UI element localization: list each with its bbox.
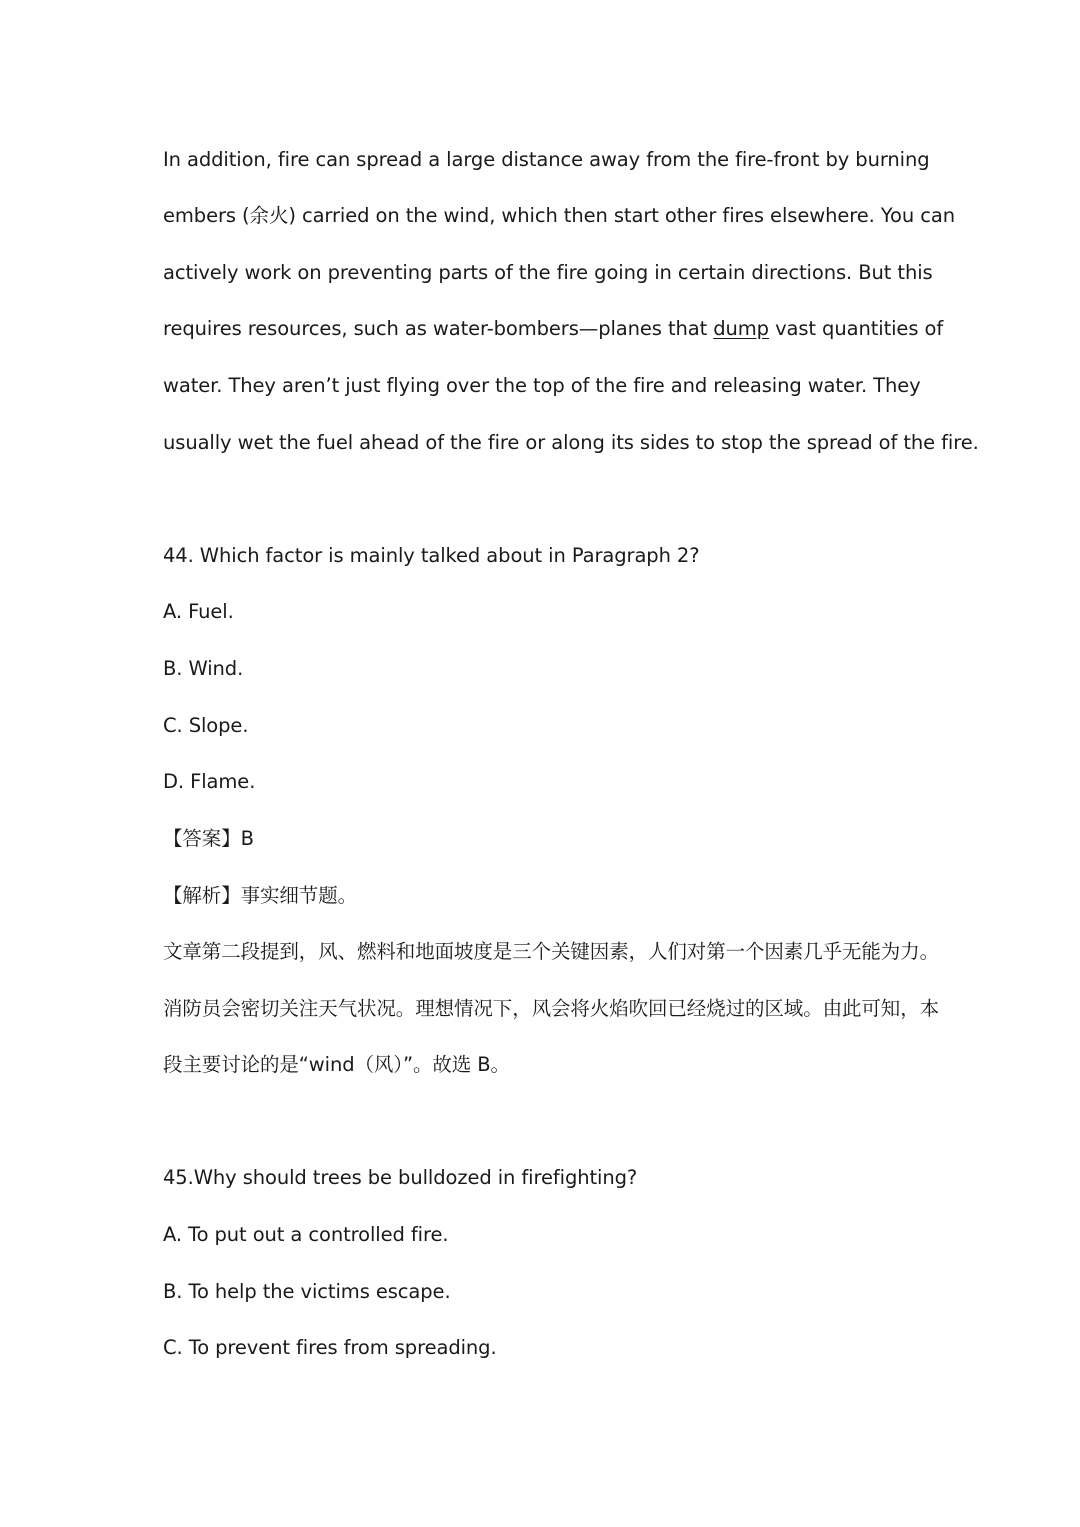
option-d: D. Flame. <box>163 770 256 793</box>
question-44: 44. Which factor is mainly talked about in Paragraph 2? <box>163 544 700 567</box>
option-c: C. Slope. <box>163 714 249 737</box>
passage-line: usually wet the fuel ahead of the fire or along its sides to stop the spread of the fire. <box>163 431 979 454</box>
passage-line: water. They aren’t just flying over the top of the fire and releasing water. They <box>163 374 921 397</box>
analysis-title: 【解析】事实细节题。 <box>163 884 358 907</box>
option-a: A. Fuel. <box>163 600 234 623</box>
passage-line: In addition, fire can spread a large distance away from the fire-front by burning <box>163 148 930 171</box>
passage-text: vast quantities of <box>768 317 944 340</box>
passage-line: actively work on preventing parts of the fire going in certain directions. But this <box>163 261 933 284</box>
question-45: 45.Why should trees be bulldozed in firefighting? <box>163 1166 638 1189</box>
answer-label: 【答案】B <box>163 827 254 850</box>
option-a: A. To put out a controlled fire. <box>163 1223 449 1246</box>
underlined-word: dump <box>713 317 769 340</box>
option-c: C. To prevent fires from spreading. <box>163 1336 497 1359</box>
passage-line: embers (余火) carried on the wind, which then start other fires elsewhere. You can <box>163 204 955 227</box>
analysis-line: 段主要讨论的是“wind（风）”。故选 B。 <box>163 1053 510 1076</box>
option-b: B. Wind. <box>163 657 244 680</box>
analysis-line: 消防员会密切关注天气状况。理想情况下，风会将火焰吹回已经烧过的区域。由此可知，本 <box>163 997 940 1020</box>
analysis-line: 文章第二段提到，风、燃料和地面坡度是三个关键因素，人们对第一个因素几乎无能为力。 <box>163 940 940 963</box>
option-b: B. To help the victims escape. <box>163 1280 451 1303</box>
passage-text: requires resources, such as water-bombers—planes that <box>163 317 714 340</box>
passage-line <box>163 315 943 343</box>
